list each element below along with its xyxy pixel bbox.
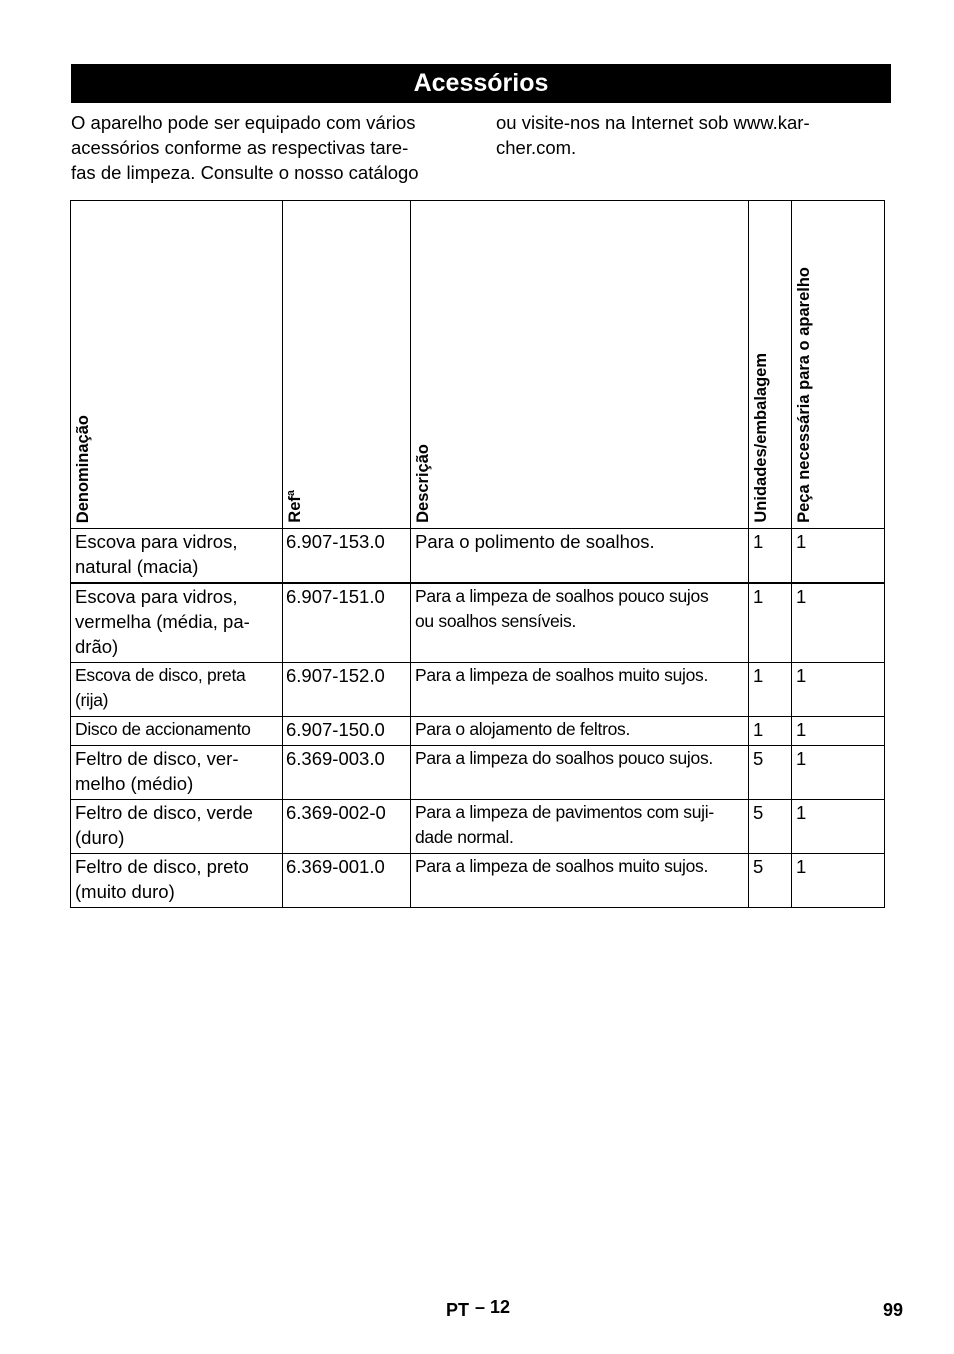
- cell-units: 5: [749, 746, 792, 800]
- cell-line: (muito duro): [75, 881, 175, 902]
- header-label: Unidades/embalagem: [752, 353, 770, 523]
- cell-line: Escova de disco, preta: [75, 665, 246, 685]
- table-row: [71, 746, 885, 800]
- cell-line: Para o alojamento de feltros.: [415, 719, 631, 739]
- cell-ref: 6.907-152.0: [283, 663, 411, 717]
- section-title: Acessórios: [71, 64, 891, 103]
- cell-needed: 1: [792, 746, 885, 800]
- cell-name: [71, 583, 283, 663]
- cell-needed: 1: [792, 583, 885, 663]
- cell-ref: 6.907-151.0: [283, 583, 411, 663]
- cell-desc: [411, 717, 749, 746]
- header-unidades: [749, 201, 792, 529]
- cell-units: 1: [749, 529, 792, 584]
- cell-name: [71, 800, 283, 854]
- intro-line: cher.com.: [496, 137, 577, 158]
- intro-line: fas de limpeza. Consulte o nosso catálogo: [71, 162, 419, 183]
- table-row: [71, 583, 885, 663]
- cell-desc: [411, 529, 749, 584]
- cell-desc: [411, 800, 749, 854]
- header-label: Refª: [286, 490, 304, 523]
- header-label: Descrição: [414, 444, 432, 523]
- header-peca-necessaria: [792, 201, 885, 529]
- cell-units: 1: [749, 663, 792, 717]
- cell-needed: 1: [792, 854, 885, 908]
- footer-lang: PT: [446, 1300, 470, 1320]
- accessories-table: [70, 200, 885, 908]
- cell-line: Para a limpeza de soalhos muito sujos.: [415, 856, 709, 876]
- table-row: [71, 717, 885, 746]
- cell-ref: 6.907-150.0: [283, 717, 411, 746]
- intro-text-left: [71, 110, 419, 185]
- table-row: [71, 663, 885, 717]
- cell-line: Feltro de disco, verde: [75, 802, 253, 823]
- cell-name: [71, 529, 283, 584]
- cell-line: Para a limpeza de soalhos pouco sujos: [415, 586, 709, 606]
- cell-name: [71, 663, 283, 717]
- table-header-row: [71, 201, 885, 529]
- cell-needed: 1: [792, 529, 885, 584]
- table-row: [71, 800, 885, 854]
- header-label: Peça necessária para o aparelho: [795, 267, 813, 523]
- page-number: 99: [883, 1300, 904, 1320]
- cell-line: Para o polimento de soalhos.: [415, 531, 655, 552]
- cell-line: drão): [75, 636, 119, 657]
- cell-name: [71, 854, 283, 908]
- cell-ref: 6.369-001.0: [283, 854, 411, 908]
- header-ref: [283, 201, 411, 529]
- cell-needed: 1: [792, 800, 885, 854]
- cell-needed: 1: [792, 717, 885, 746]
- table-row: [71, 529, 885, 584]
- cell-line: Escova para vidros,: [75, 586, 238, 607]
- cell-line: vermelha (média, pa-: [75, 611, 250, 632]
- footer-section-page: – 12: [475, 1297, 511, 1317]
- cell-units: 5: [749, 854, 792, 908]
- intro-text-right: [496, 110, 810, 160]
- intro-line: acessórios conforme as respectivas tare-: [71, 137, 409, 158]
- footer-section-code: [446, 1297, 510, 1318]
- cell-line: Para a limpeza do soalhos pouco sujos.: [415, 748, 713, 768]
- cell-line: (rija): [75, 690, 109, 710]
- cell-line: dade normal.: [415, 827, 514, 847]
- cell-desc: [411, 746, 749, 800]
- cell-name: [71, 746, 283, 800]
- intro-line: O aparelho pode ser equipado com vários: [71, 112, 416, 133]
- cell-ref: 6.369-003.0: [283, 746, 411, 800]
- header-descricao: [411, 201, 749, 529]
- cell-line: natural (macia): [75, 556, 199, 577]
- cell-line: Escova para vidros,: [75, 531, 238, 552]
- cell-units: 5: [749, 800, 792, 854]
- cell-line: Feltro de disco, ver-: [75, 748, 239, 769]
- cell-needed: 1: [792, 663, 885, 717]
- cell-desc: [411, 663, 749, 717]
- cell-units: 1: [749, 717, 792, 746]
- cell-units: 1: [749, 583, 792, 663]
- header-label: Denominação: [74, 414, 92, 523]
- cell-line: Disco de accionamento: [75, 719, 251, 739]
- intro-line: ou visite-nos na Internet sob www.kar-: [496, 112, 810, 133]
- cell-line: Feltro de disco, preto: [75, 856, 249, 877]
- cell-line: Para a limpeza de pavimentos com suji-: [415, 802, 714, 822]
- cell-desc: [411, 854, 749, 908]
- cell-line: (duro): [75, 827, 125, 848]
- table-row: [71, 854, 885, 908]
- cell-line: Para a limpeza de soalhos muito sujos.: [415, 665, 709, 685]
- cell-desc: [411, 583, 749, 663]
- cell-line: melho (médio): [75, 773, 194, 794]
- cell-ref: 6.369-002-0: [283, 800, 411, 854]
- cell-line: ou soalhos sensíveis.: [415, 611, 577, 631]
- header-denominacao: [71, 201, 283, 529]
- cell-name: [71, 717, 283, 746]
- cell-ref: 6.907-153.0: [283, 529, 411, 584]
